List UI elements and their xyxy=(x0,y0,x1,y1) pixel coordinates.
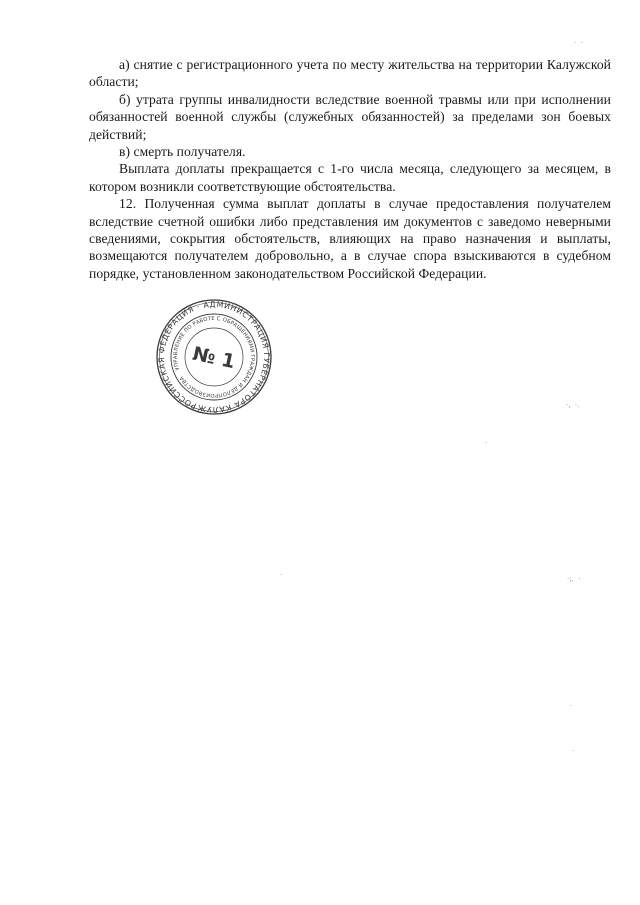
paragraph-12: 12. Полученная сумма выплат доплаты в случае предоставления получателем вследствие счетной ошибки либо представления им документов с заведомо неверными сведениями, сокрытия обстоятельств, влияющих на право назначения и выплаты, возмещаются получателем добровольно, а в случае спора взыскиваются в судебном порядке, установленном законодательством Российской Федерации. xyxy=(89,196,611,281)
paragraph-b: б) утрата группы инвалидности вследствие военной травмы или при исполнении обязанностей военной службы (служебных обязанностей) за пределами зон боевых действий; xyxy=(89,91,611,142)
scan-speck: ·;. · xyxy=(567,575,581,583)
scan-speck: · xyxy=(570,702,573,710)
scan-speck: · · xyxy=(574,39,583,47)
scan-speck: · xyxy=(572,747,575,755)
scan-speck: ·, ·. xyxy=(566,401,580,409)
scan-speck: · xyxy=(280,571,283,579)
stamp-inner-text: УПРАВЛЕНИЕ ПО РАБОТЕ С ОБРАЩЕНИЯМИ ГРАЖДАН И ДЕЛОПРОИЗВОДСТВА xyxy=(172,315,256,399)
paragraph-termination: Выплата доплаты прекращается с 1-го числа месяца, следующего за месяцем, в котором возникли соответствующие обстоятельства. xyxy=(89,161,611,194)
scan-speck: · xyxy=(485,439,488,447)
stamp-seal-icon xyxy=(155,298,273,416)
stamp-outer-text: РОССИЙСКАЯ ФЕДЕРАЦИЯ · АДМИНИСТРАЦИЯ ГУБЕРНАТОРА КАЛУЖСКОЙ xyxy=(156,299,272,415)
official-stamp xyxy=(155,298,273,416)
paragraph-a: а) снятие с регистрационного учета по месту жительства на территории Калужской области; xyxy=(89,57,611,90)
stamp-number: № 1 xyxy=(190,342,237,374)
paragraph-c: в) смерть получателя. xyxy=(119,144,246,160)
document-text xyxy=(89,56,611,282)
